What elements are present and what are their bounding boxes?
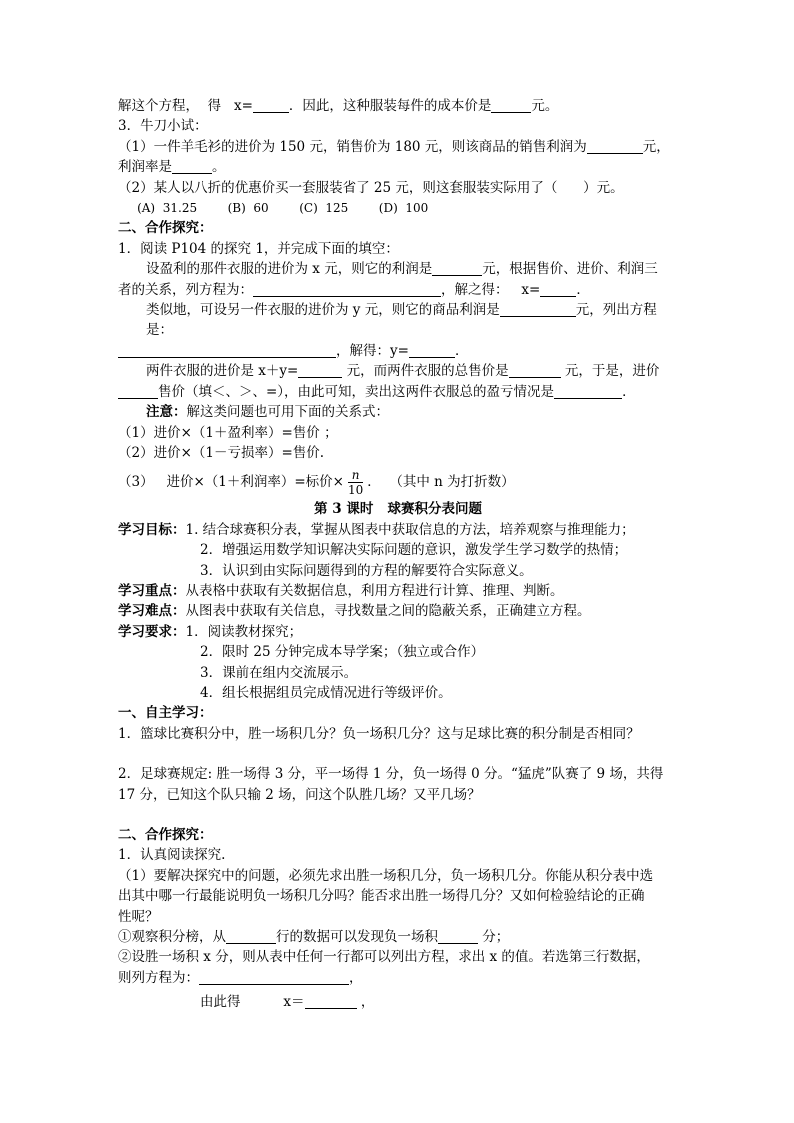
text-line: 1．认真阅读探究. <box>118 847 226 864</box>
goal-line: 2．增强运用数学知识解决实际问题的意识，激发学生学习数学的热情； <box>200 542 628 559</box>
requirement-line: 2．限时 25 分钟完成本导学案；（独立或合作） <box>200 644 485 661</box>
text-line: 设盈利的那件衣服的进价为 x 元，则它的利润是 元，根据售价、进价、利润三 <box>146 261 658 278</box>
blank <box>118 384 158 399</box>
text-line: 性呢？ <box>118 908 159 925</box>
section-heading: 一、自主学习： <box>118 705 213 722</box>
requirement-line: 学习要求：1．阅读教材探究； <box>118 623 303 640</box>
goal-line: 学习目标：1. 结合球赛积分表，掌握从图表中获取信息的方法，培养观察与推理能力； <box>118 521 635 538</box>
text-line: 利润率是 。 <box>118 159 226 176</box>
blank <box>509 363 561 378</box>
blank <box>298 363 342 378</box>
blank <box>253 282 441 297</box>
text-line: 出其中哪一行最能说明负一场积几分吗？能否求出胜一场得几分？又如何检验结论的正确 <box>118 888 645 905</box>
question-line: 1．篮球比赛积分中，胜一场积几分？负一场积几分？这与足球比赛的积分制是否相同？ <box>118 725 640 742</box>
requirement-line: 4．组长根据组员完成情况进行等级评价。 <box>200 684 452 701</box>
text-line: （1）一件羊毛衫的进价为 150 元，销售价为 180 元，则该商品的销售利润为 元， <box>118 138 670 155</box>
blank <box>587 139 643 154</box>
fraction: $\frac{n}{10}$ <box>348 468 364 498</box>
note-line: 注意：解这类问题也可用下面的关系式： <box>146 404 389 421</box>
text-line: 类似地，可设另一件衣服的进价为 y 元，则它的商品利润是 元，列出方程是： <box>146 302 657 339</box>
blank <box>118 343 336 358</box>
blank <box>253 98 289 113</box>
document-page <box>118 96 678 1013</box>
section-heading: 3．牛刀小试： <box>118 118 208 135</box>
text-line: 两件衣服的进价是 x＋y= 元，而两件衣服的总售价是 元，于是，进价 <box>146 363 660 380</box>
text-line: 由此得 x＝ ， <box>200 994 375 1011</box>
blank <box>432 261 482 276</box>
blank <box>554 384 622 399</box>
text-line: ①观察积分榜，从 行的数据可以发现负一场积 分； <box>118 929 510 946</box>
text-line: ，解得：y= ． <box>118 341 678 361</box>
goal-line: 3．认识到由实际问题得到的方程的解要符合实际意义。 <box>200 562 533 579</box>
blank <box>226 929 276 944</box>
blank <box>500 302 576 317</box>
text-line: 售价（填＜、＞、=），由此可知，卖出这两件衣服总的盈亏情况是 ． <box>118 382 678 402</box>
blank <box>172 159 212 174</box>
key-line: 学习重点：从表格中获取有关数据信息，利用方程进行计算、推理、判断。 <box>118 582 564 599</box>
text-line: 则列方程为： ， <box>118 969 363 986</box>
requirement-line: 3．课前在组内交流展示。 <box>200 664 358 681</box>
text-line: 1．阅读 P104 的探究 1，并完成下面的填空： <box>118 240 399 257</box>
text-line: 者的关系，列方程为： ，解之得： x= ． <box>118 281 590 298</box>
question-line: 2．足球赛规定: 胜一场得 3 分，平一场得 1 分，负一场得 0 分。“猛虎”队赛了 9 场，共得 <box>118 766 664 783</box>
question-line: 17 分，已知这个队只输 2 场，问这个队胜几场？又平几场？ <box>118 786 481 803</box>
blank <box>199 970 349 985</box>
formula-line: （3） 进价×（1＋利润率）=标价× $\frac{n}{10}$ ． （其中 n 为打折数） <box>118 468 515 498</box>
formula-line: （2）进价×（1－亏损率）=售价. <box>118 444 325 461</box>
blank <box>438 929 478 944</box>
text-line: （2）某人以八折的优惠价买一套服装省了 25 元，则这套服装实际用了（ ）元。 <box>118 179 624 196</box>
formula-line: （1）进价×（1＋盈利率）=售价 ； <box>118 424 338 441</box>
choices-line: (A) 31.25 (B) 60 (C) 125 (D) 100 <box>118 201 429 216</box>
blank <box>491 98 531 113</box>
text-line: 解这个方程， 得 x= ．因此，这种服装每件的成本价是 元。 <box>118 98 559 114</box>
blank <box>409 343 455 358</box>
blank <box>540 282 576 297</box>
blank <box>305 994 357 1009</box>
difficulty-line: 学习难点：从图表中获取有关信息，寻找数量之间的隐蔽关系，正确建立方程。 <box>118 603 591 620</box>
lesson-title: 第 3 课时 球赛积分表问题 <box>314 501 482 518</box>
text-line: （1）要解决探究中的问题，必须先求出胜一场积几分，负一场积几分。你能从积分表中选 <box>118 867 654 884</box>
section-heading: 二、合作探究： <box>118 827 213 843</box>
section-heading: 二、合作探究： <box>118 220 213 237</box>
text-line: ②设胜一场积 x 分，则从表中任何一行都可以列出方程，求出 x 的值。若选第三行数据， <box>118 949 650 966</box>
